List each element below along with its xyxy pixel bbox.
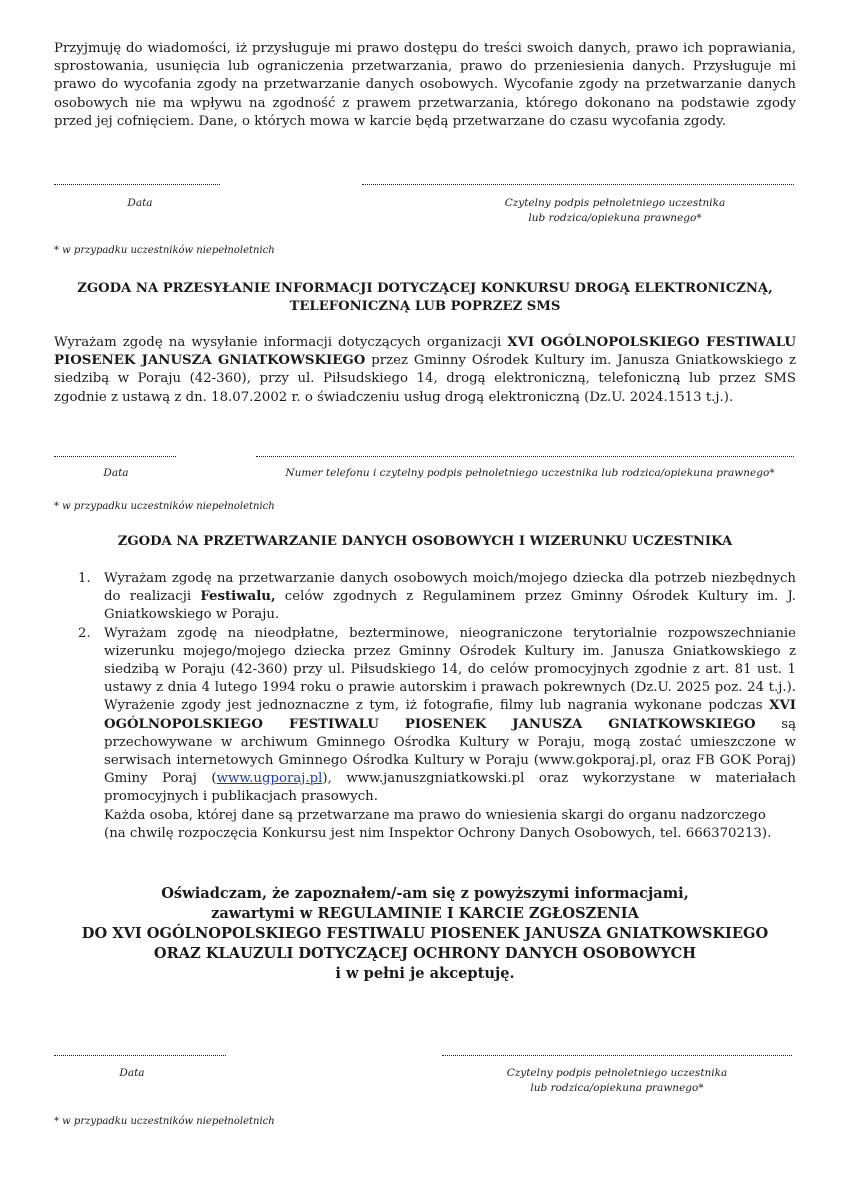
date-line <box>54 184 220 185</box>
signature-line <box>442 1055 792 1056</box>
consent-paragraph <box>54 334 796 407</box>
heading-line2: TELEFONICZNĄ LUB POPRZEZ SMS <box>289 299 561 314</box>
item-text: Wyrażam zgodę na przetwarzanie danych osobowych moich/mojego dziecka dla potrzeb niezbędnych do realizacji <box>104 571 796 605</box>
item-text: są przechowywane w archiwum Gminnego Ośrodka Kultury w Poraju, mogą zostać umieszczone w serwisach internetowych Gminnego Ośrodka Kultury w Poraju (www.gokporaj.pl, oraz FB GOK Poraj) Gminy Poraj ( <box>104 716 797 787</box>
declaration <box>54 884 796 984</box>
declaration-line4: ORAZ KLAUZULI DOTYCZĄCEJ OCHRONY DANYCH OSOBOWYCH <box>153 945 697 962</box>
date-label: Data <box>127 197 153 209</box>
signature-label-line2: lub rodzica/opiekuna prawnego* <box>528 212 702 224</box>
declaration-line1: Oświadczam, że zapoznałem/-am się z powyższymi informacjami, <box>161 885 689 902</box>
intro-paragraph: Przyjmuję do wiadomości, iż przysługuje mi prawo dostępu do treści swoich danych, prawo ich poprawiania, sprostowania, usunięcia lub ograniczenia przetwarzania, prawo do przeniesienia danych. Przysługuje mi prawo do wycofania zgody na przetwarzanie danych osobowych. Wycofanie zgody na przetwarzanie danych osobowych nie ma wpływu na zgodność z prawem przetwarzania, którego dokonano na podstawie zgody przed jej cofnięciem. Dane, o których mowa w karcie będą przetwarzane do czasu wycofania zgody. <box>54 41 796 129</box>
signature-label: Numer telefonu i czytelny podpis pełnoletniego uczestnika lub rodzica/opiekuna prawnego* <box>285 467 775 479</box>
consent-text-before: Wyrażam zgodę na wysyłanie informacji dotyczących organizacji <box>54 335 508 350</box>
list-number: 2. <box>78 625 91 641</box>
list-number: 1. <box>78 571 91 586</box>
signature-label <box>460 196 770 226</box>
footnote: * w przypadku uczestników niepełnoletnich <box>54 245 275 256</box>
complaint-line: Każda osoba, której dane są przetwarzane ma prawo do wniesienia skargi do organu nadzorczego <box>104 807 766 823</box>
ugporaj-link[interactable]: www.ugporaj.pl <box>216 771 323 787</box>
signature-label-line2: lub rodzica/opiekuna prawnego* <box>530 1082 704 1094</box>
item-text: Wyrażam zgodę na nieodpłatne, bezterminowe, nieograniczone terytorialnie rozpowszechnianie wizerunku mojego/mojego dziecka przez Gminny Ośrodek Kultury im. Janusza Gniatkowskiego z siedzibą w Poraju (42-360) przy ul. Piłsudskiego 14, do celów promocyjnych zgodnie z art. 81 ust. 1 ustawy z dnia 4 lutego 1994 roku o prawie autorskim i prawach pokrewnych (Dz.U. 2025 poz. 24 t.j.). Wyrażenie zgody jest jednoznaczne z tym, iż fotografie, filmy lub nagrania wykonane podczas <box>104 625 796 714</box>
consent-text-after: przez Gminny Ośrodek Kultury im. Janusza Gniatkowskiego z siedzibą w Poraju (42-360), przy ul. Piłsudskiego 14, drogą elektroniczną, telefoniczną lub przez SMS zgodnie z ustawą z dn. 18.07.2002 r. o świadczeniu usług drogą elektroniczną (Dz.U. 2024.1513 t.j.). <box>54 353 796 405</box>
footnote: * w przypadku uczestników niepełnoletnich <box>54 1116 275 1127</box>
festival-name: XVI OGÓLNOPOLSKIEGO FESTIWALU PIOSENEK JANUSZA GNIATKOWSKIEGO <box>54 335 796 369</box>
section-heading <box>54 280 796 316</box>
signature-line <box>362 184 794 185</box>
festival-word: Festiwalu, <box>200 589 276 605</box>
declaration-line3: DO XVI OGÓLNOPOLSKIEGO FESTIWALU PIOSENEK JANUSZA GNIATKOWSKIEGO <box>81 925 769 942</box>
signature-label <box>462 1066 772 1096</box>
declaration-line2: zawartymi w REGULAMINIE I KARCIE ZGŁOSZENIA <box>211 905 639 922</box>
festival-name: XVI OGÓLNOPOLSKIEGO FESTIWALU PIOSENEK JANUSZA GNIATKOWSKIEGO <box>104 698 796 732</box>
section-heading: ZGODA NA PRZETWARZANIE DANYCH OSOBOWYCH I WIZERUNKU UCZESTNIKA <box>117 534 733 549</box>
date-label: Data <box>103 467 129 479</box>
date-label: Data <box>119 1067 145 1079</box>
consent-list <box>78 570 797 843</box>
signature-label-line1: Czytelny podpis pełnoletniego uczestnika <box>506 1067 728 1079</box>
declaration-line5: i w pełni je akceptuję. <box>335 965 515 982</box>
footnote: * w przypadku uczestników niepełnoletnich <box>54 501 275 512</box>
item-text: celów zgodnych z Regulaminem przez Gminny Ośrodek Kultury im. J. Gniatkowskiego w Poraju. <box>104 589 796 623</box>
signature-label-line1: Czytelny podpis pełnoletniego uczestnika <box>504 197 726 209</box>
heading-line1: ZGODA NA PRZESYŁANIE INFORMACJI DOTYCZĄCEJ KONKURSU DROGĄ ELEKTRONICZNĄ, <box>77 281 773 296</box>
list-item <box>78 570 796 625</box>
signature-line <box>256 456 794 457</box>
item-text: ), www.januszgniatkowski.pl oraz wykorzystane w materiałach promocyjnych i publikacjach prasowych. <box>104 771 796 805</box>
inspector-line: (na chwilę rozpoczęcia Konkursu jest nim Inspektor Ochrony Danych Osobowych, tel. 666370213). <box>104 825 772 841</box>
list-item <box>78 625 797 843</box>
date-line <box>54 456 176 457</box>
date-line <box>54 1055 226 1056</box>
